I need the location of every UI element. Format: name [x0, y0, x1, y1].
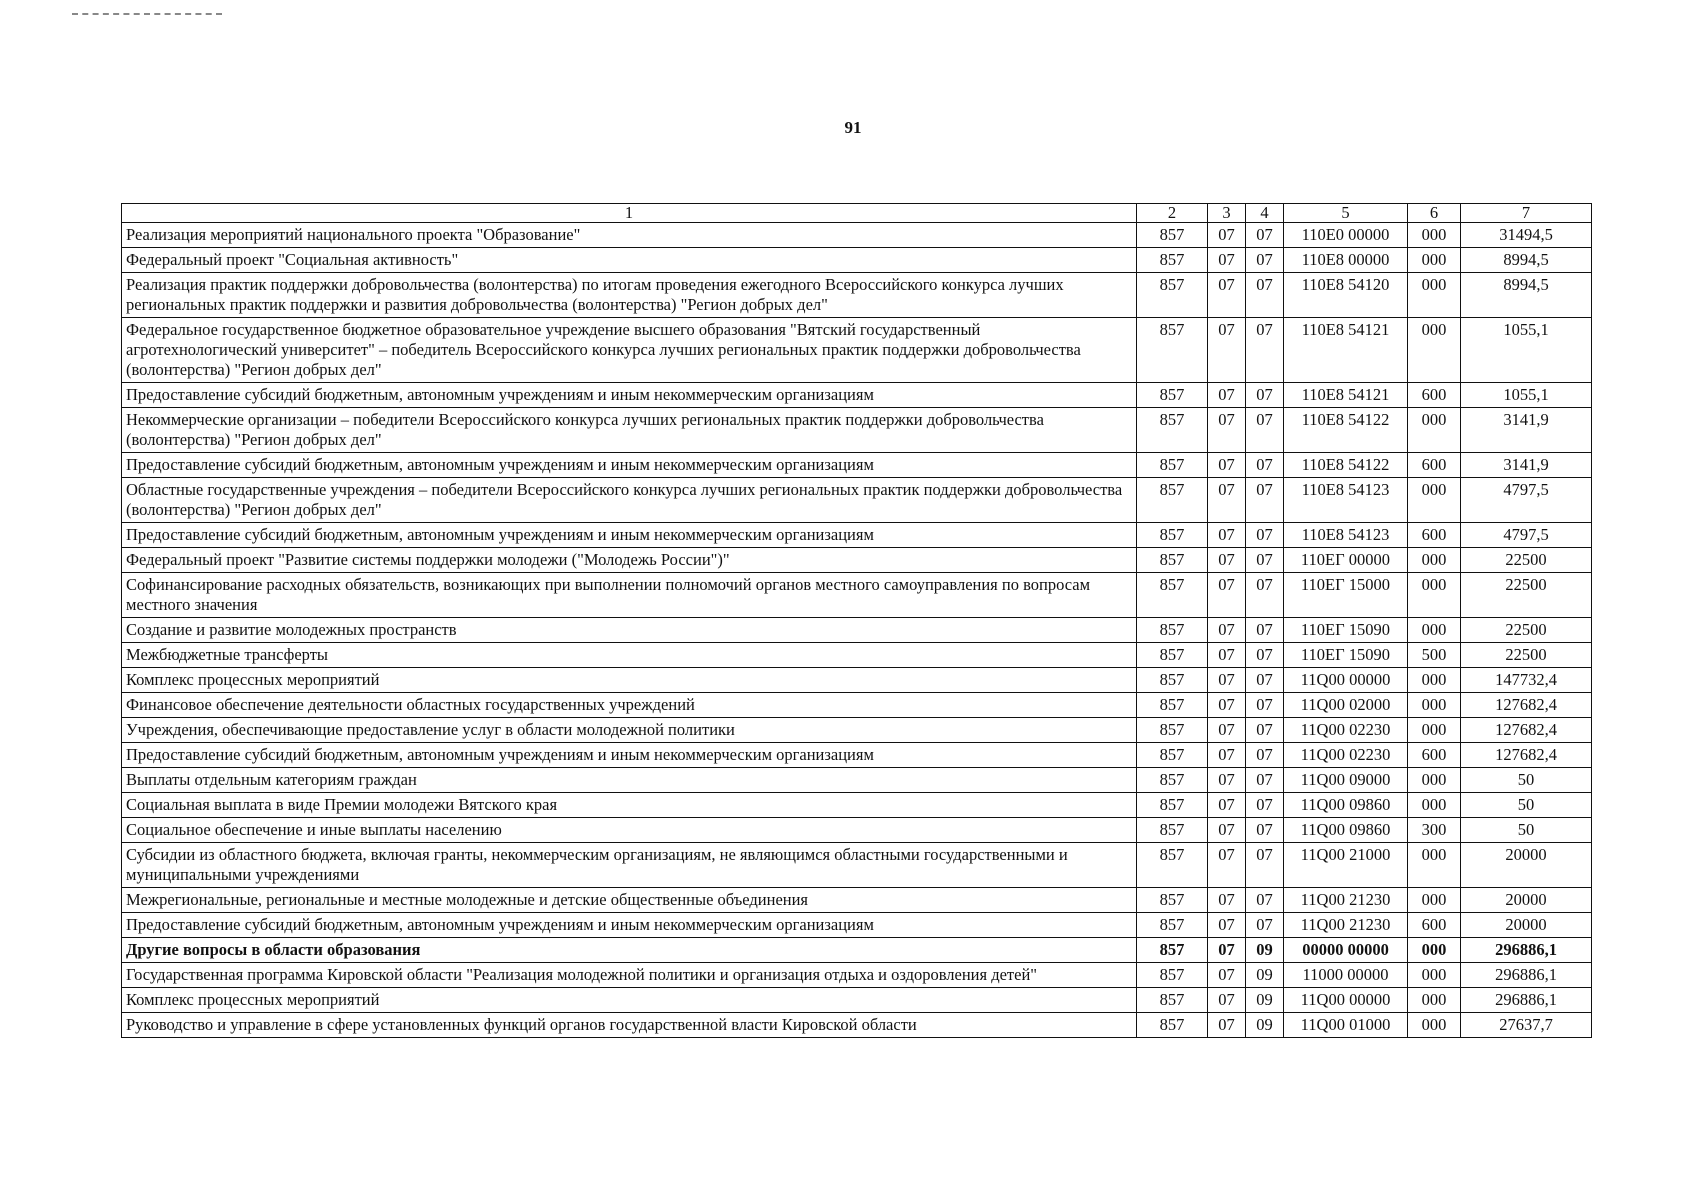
cell-amount: 50 [1461, 818, 1592, 843]
cell-expense-type: 600 [1408, 523, 1461, 548]
cell-ministry-code: 857 [1137, 478, 1208, 523]
budget-table [121, 203, 1592, 1038]
row-name: Предоставление субсидий бюджетным, автономным учреждениям и иным некоммерческим организациям [122, 453, 1137, 478]
header-row [122, 204, 1592, 223]
cell-subsection: 07 [1246, 548, 1284, 573]
cell-expense-type: 000 [1408, 478, 1461, 523]
cell-amount: 20000 [1461, 888, 1592, 913]
cell-amount: 50 [1461, 793, 1592, 818]
cell-expense-type: 000 [1408, 668, 1461, 693]
cell-amount: 4797,5 [1461, 478, 1592, 523]
cell-expense-type: 000 [1408, 793, 1461, 818]
row-name: Социальная выплата в виде Премии молодежи Вятского края [122, 793, 1137, 818]
cell-expense-type: 000 [1408, 888, 1461, 913]
table-row [122, 318, 1592, 383]
cell-ministry-code: 857 [1137, 573, 1208, 618]
table-row [122, 1013, 1592, 1038]
table-row [122, 888, 1592, 913]
cell-target-article: 110Е0 00000 [1284, 223, 1408, 248]
cell-ministry-code: 857 [1137, 793, 1208, 818]
cell-target-article: 11Q00 21230 [1284, 888, 1408, 913]
cell-subsection: 07 [1246, 718, 1284, 743]
cell-target-article: 110Е8 54123 [1284, 523, 1408, 548]
row-name: Другие вопросы в области образования [122, 938, 1137, 963]
cell-expense-type: 000 [1408, 223, 1461, 248]
cell-target-article: 110Е8 54123 [1284, 478, 1408, 523]
cell-subsection: 09 [1246, 938, 1284, 963]
cell-target-article: 11Q00 02230 [1284, 743, 1408, 768]
cell-section: 07 [1208, 248, 1246, 273]
cell-subsection: 07 [1246, 318, 1284, 383]
cell-subsection: 07 [1246, 273, 1284, 318]
table-row [122, 548, 1592, 573]
cell-target-article: 110Е8 54121 [1284, 383, 1408, 408]
cell-subsection: 07 [1246, 818, 1284, 843]
top-scan-rule [72, 13, 222, 15]
cell-amount: 22500 [1461, 618, 1592, 643]
cell-ministry-code: 857 [1137, 248, 1208, 273]
cell-amount: 296886,1 [1461, 938, 1592, 963]
col-header-7: 7 [1461, 204, 1592, 223]
row-name: Государственная программа Кировской области "Реализация молодежной политики и организация отдыха и оздоровления детей" [122, 963, 1137, 988]
table-row [122, 818, 1592, 843]
table-row [122, 643, 1592, 668]
cell-section: 07 [1208, 913, 1246, 938]
cell-target-article: 11Q00 09860 [1284, 793, 1408, 818]
cell-section: 07 [1208, 988, 1246, 1013]
table-row [122, 963, 1592, 988]
cell-amount: 22500 [1461, 573, 1592, 618]
cell-expense-type: 300 [1408, 818, 1461, 843]
cell-subsection: 07 [1246, 768, 1284, 793]
cell-target-article: 110Е8 00000 [1284, 248, 1408, 273]
cell-section: 07 [1208, 693, 1246, 718]
table-row [122, 843, 1592, 888]
cell-target-article: 110ЕГ 15000 [1284, 573, 1408, 618]
cell-ministry-code: 857 [1137, 408, 1208, 453]
cell-ministry-code: 857 [1137, 453, 1208, 478]
row-name: Федеральное государственное бюджетное образовательное учреждение высшего образования "Вятский государственный агротехнологический университет" – победитель Всероссийского конкурса лучших региональных практик поддержки добровольчества (волонтерства) "Регион добрых дел" [122, 318, 1137, 383]
row-name: Федеральный проект "Социальная активность" [122, 248, 1137, 273]
cell-amount: 1055,1 [1461, 383, 1592, 408]
cell-amount: 8994,5 [1461, 248, 1592, 273]
cell-section: 07 [1208, 573, 1246, 618]
cell-subsection: 07 [1246, 223, 1284, 248]
cell-subsection: 07 [1246, 888, 1284, 913]
row-name: Предоставление субсидий бюджетным, автономным учреждениям и иным некоммерческим организациям [122, 523, 1137, 548]
cell-expense-type: 000 [1408, 988, 1461, 1013]
row-name: Федеральный проект "Развитие системы поддержки молодежи ("Молодежь России")" [122, 548, 1137, 573]
cell-expense-type: 600 [1408, 383, 1461, 408]
table-row [122, 988, 1592, 1013]
cell-ministry-code: 857 [1137, 818, 1208, 843]
cell-section: 07 [1208, 318, 1246, 383]
cell-expense-type: 000 [1408, 618, 1461, 643]
row-name: Выплаты отдельным категориям граждан [122, 768, 1137, 793]
table-row [122, 618, 1592, 643]
cell-amount: 296886,1 [1461, 963, 1592, 988]
table-row [122, 913, 1592, 938]
cell-subsection: 07 [1246, 453, 1284, 478]
cell-target-article: 11Q00 09000 [1284, 768, 1408, 793]
cell-ministry-code: 857 [1137, 1013, 1208, 1038]
cell-ministry-code: 857 [1137, 273, 1208, 318]
cell-expense-type: 500 [1408, 643, 1461, 668]
table-row [122, 248, 1592, 273]
cell-ministry-code: 857 [1137, 618, 1208, 643]
cell-subsection: 07 [1246, 793, 1284, 818]
cell-expense-type: 600 [1408, 743, 1461, 768]
table-row [122, 383, 1592, 408]
cell-section: 07 [1208, 523, 1246, 548]
table-row [122, 718, 1592, 743]
row-name: Создание и развитие молодежных пространств [122, 618, 1137, 643]
cell-amount: 127682,4 [1461, 693, 1592, 718]
cell-expense-type: 000 [1408, 273, 1461, 318]
cell-section: 07 [1208, 793, 1246, 818]
table-row [122, 453, 1592, 478]
cell-ministry-code: 857 [1137, 523, 1208, 548]
cell-target-article: 110Е8 54120 [1284, 273, 1408, 318]
col-header-6: 6 [1408, 204, 1461, 223]
row-name: Реализация мероприятий национального проекта "Образование" [122, 223, 1137, 248]
cell-target-article: 110ЕГ 15090 [1284, 643, 1408, 668]
cell-ministry-code: 857 [1137, 223, 1208, 248]
table-row [122, 768, 1592, 793]
cell-section: 07 [1208, 223, 1246, 248]
cell-target-article: 110Е8 54122 [1284, 408, 1408, 453]
cell-subsection: 07 [1246, 643, 1284, 668]
table-row [122, 668, 1592, 693]
cell-subsection: 07 [1246, 668, 1284, 693]
cell-target-article: 110Е8 54121 [1284, 318, 1408, 383]
cell-amount: 296886,1 [1461, 988, 1592, 1013]
cell-ministry-code: 857 [1137, 383, 1208, 408]
row-name: Учреждения, обеспечивающие предоставление услуг в области молодежной политики [122, 718, 1137, 743]
cell-section: 07 [1208, 843, 1246, 888]
cell-expense-type: 000 [1408, 248, 1461, 273]
row-name: Межбюджетные трансферты [122, 643, 1137, 668]
cell-section: 07 [1208, 1013, 1246, 1038]
row-name: Субсидии из областного бюджета, включая гранты, некоммерческим организациям, не являющимся областными государственными и муниципальными учреждениями [122, 843, 1137, 888]
col-header-3: 3 [1208, 204, 1246, 223]
cell-target-article: 11Q00 02000 [1284, 693, 1408, 718]
cell-expense-type: 000 [1408, 1013, 1461, 1038]
cell-expense-type: 000 [1408, 693, 1461, 718]
table-row [122, 523, 1592, 548]
table-row [122, 478, 1592, 523]
col-header-1: 1 [122, 204, 1137, 223]
cell-ministry-code: 857 [1137, 743, 1208, 768]
row-name: Некоммерческие организации – победители Всероссийского конкурса лучших региональных практик поддержки добровольчества (волонтерства) "Регион добрых дел" [122, 408, 1137, 453]
cell-subsection: 07 [1246, 693, 1284, 718]
cell-ministry-code: 857 [1137, 988, 1208, 1013]
cell-subsection: 07 [1246, 843, 1284, 888]
cell-expense-type: 000 [1408, 718, 1461, 743]
cell-amount: 1055,1 [1461, 318, 1592, 383]
table-body [122, 223, 1592, 1038]
cell-subsection: 07 [1246, 523, 1284, 548]
cell-section: 07 [1208, 938, 1246, 963]
cell-ministry-code: 857 [1137, 963, 1208, 988]
cell-amount: 22500 [1461, 643, 1592, 668]
table-row [122, 408, 1592, 453]
cell-subsection: 07 [1246, 618, 1284, 643]
cell-ministry-code: 857 [1137, 668, 1208, 693]
cell-ministry-code: 857 [1137, 548, 1208, 573]
cell-subsection: 09 [1246, 1013, 1284, 1038]
cell-section: 07 [1208, 643, 1246, 668]
cell-target-article: 11Q00 09860 [1284, 818, 1408, 843]
cell-target-article: 110Е8 54122 [1284, 453, 1408, 478]
table-row [122, 793, 1592, 818]
col-header-2: 2 [1137, 204, 1208, 223]
cell-amount: 3141,9 [1461, 453, 1592, 478]
cell-ministry-code: 857 [1137, 913, 1208, 938]
cell-section: 07 [1208, 668, 1246, 693]
cell-ministry-code: 857 [1137, 718, 1208, 743]
row-name: Областные государственные учреждения – победители Всероссийского конкурса лучших региональных практик поддержки добровольчества (волонтерства) "Регион добрых дел" [122, 478, 1137, 523]
row-name: Межрегиональные, региональные и местные молодежные и детские общественные объединения [122, 888, 1137, 913]
row-name: Комплекс процессных мероприятий [122, 668, 1137, 693]
cell-expense-type: 000 [1408, 938, 1461, 963]
table-row [122, 743, 1592, 768]
row-name: Финансовое обеспечение деятельности областных государственных учреждений [122, 693, 1137, 718]
cell-amount: 3141,9 [1461, 408, 1592, 453]
cell-section: 07 [1208, 453, 1246, 478]
cell-section: 07 [1208, 408, 1246, 453]
table-row [122, 273, 1592, 318]
cell-expense-type: 000 [1408, 843, 1461, 888]
cell-target-article: 00000 00000 [1284, 938, 1408, 963]
cell-expense-type: 000 [1408, 768, 1461, 793]
cell-ministry-code: 857 [1137, 843, 1208, 888]
row-name: Руководство и управление в сфере установленных функций органов государственной власти Кировской области [122, 1013, 1137, 1038]
cell-subsection: 07 [1246, 913, 1284, 938]
cell-section: 07 [1208, 618, 1246, 643]
table-row [122, 938, 1592, 963]
row-name: Реализация практик поддержки добровольчества (волонтерства) по итогам проведения ежегодного Всероссийского конкурса лучших региональных практик поддержки и развития добровольчества (волонтерства) "Регион добрых дел" [122, 273, 1137, 318]
cell-section: 07 [1208, 478, 1246, 523]
cell-amount: 20000 [1461, 843, 1592, 888]
cell-ministry-code: 857 [1137, 643, 1208, 668]
cell-amount: 31494,5 [1461, 223, 1592, 248]
cell-section: 07 [1208, 768, 1246, 793]
cell-target-article: 11000 00000 [1284, 963, 1408, 988]
cell-subsection: 09 [1246, 963, 1284, 988]
table-row [122, 223, 1592, 248]
cell-amount: 127682,4 [1461, 743, 1592, 768]
row-name: Софинансирование расходных обязательств, возникающих при выполнении полномочий органов местного самоуправления по вопросам местного значения [122, 573, 1137, 618]
cell-target-article: 110ЕГ 00000 [1284, 548, 1408, 573]
cell-amount: 20000 [1461, 913, 1592, 938]
cell-section: 07 [1208, 888, 1246, 913]
cell-section: 07 [1208, 743, 1246, 768]
cell-target-article: 11Q00 21230 [1284, 913, 1408, 938]
row-name: Социальное обеспечение и иные выплаты населению [122, 818, 1137, 843]
row-name: Предоставление субсидий бюджетным, автономным учреждениям и иным некоммерческим организациям [122, 743, 1137, 768]
cell-section: 07 [1208, 818, 1246, 843]
table-row [122, 573, 1592, 618]
row-name: Комплекс процессных мероприятий [122, 988, 1137, 1013]
cell-target-article: 11Q00 21000 [1284, 843, 1408, 888]
cell-ministry-code: 857 [1137, 318, 1208, 383]
table-row [122, 693, 1592, 718]
cell-expense-type: 600 [1408, 453, 1461, 478]
cell-expense-type: 000 [1408, 548, 1461, 573]
cell-section: 07 [1208, 718, 1246, 743]
cell-subsection: 07 [1246, 408, 1284, 453]
cell-target-article: 11Q00 02230 [1284, 718, 1408, 743]
row-name: Предоставление субсидий бюджетным, автономным учреждениям и иным некоммерческим организациям [122, 913, 1137, 938]
col-header-5: 5 [1284, 204, 1408, 223]
cell-expense-type: 000 [1408, 318, 1461, 383]
col-header-4: 4 [1246, 204, 1284, 223]
cell-expense-type: 600 [1408, 913, 1461, 938]
cell-amount: 22500 [1461, 548, 1592, 573]
cell-subsection: 07 [1246, 383, 1284, 408]
cell-amount: 4797,5 [1461, 523, 1592, 548]
cell-ministry-code: 857 [1137, 693, 1208, 718]
cell-expense-type: 000 [1408, 963, 1461, 988]
cell-expense-type: 000 [1408, 573, 1461, 618]
cell-ministry-code: 857 [1137, 888, 1208, 913]
cell-section: 07 [1208, 548, 1246, 573]
cell-section: 07 [1208, 273, 1246, 318]
cell-amount: 147732,4 [1461, 668, 1592, 693]
page-number: 91 [844, 118, 862, 137]
cell-amount: 127682,4 [1461, 718, 1592, 743]
cell-subsection: 09 [1246, 988, 1284, 1013]
cell-expense-type: 000 [1408, 408, 1461, 453]
cell-section: 07 [1208, 963, 1246, 988]
cell-target-article: 110ЕГ 15090 [1284, 618, 1408, 643]
cell-subsection: 07 [1246, 478, 1284, 523]
cell-amount: 50 [1461, 768, 1592, 793]
cell-ministry-code: 857 [1137, 938, 1208, 963]
cell-subsection: 07 [1246, 573, 1284, 618]
row-name: Предоставление субсидий бюджетным, автономным учреждениям и иным некоммерческим организациям [122, 383, 1137, 408]
cell-target-article: 11Q00 00000 [1284, 668, 1408, 693]
cell-amount: 27637,7 [1461, 1013, 1592, 1038]
cell-target-article: 11Q00 00000 [1284, 988, 1408, 1013]
cell-subsection: 07 [1246, 743, 1284, 768]
cell-target-article: 11Q00 01000 [1284, 1013, 1408, 1038]
cell-section: 07 [1208, 383, 1246, 408]
cell-ministry-code: 857 [1137, 768, 1208, 793]
cell-amount: 8994,5 [1461, 273, 1592, 318]
cell-subsection: 07 [1246, 248, 1284, 273]
